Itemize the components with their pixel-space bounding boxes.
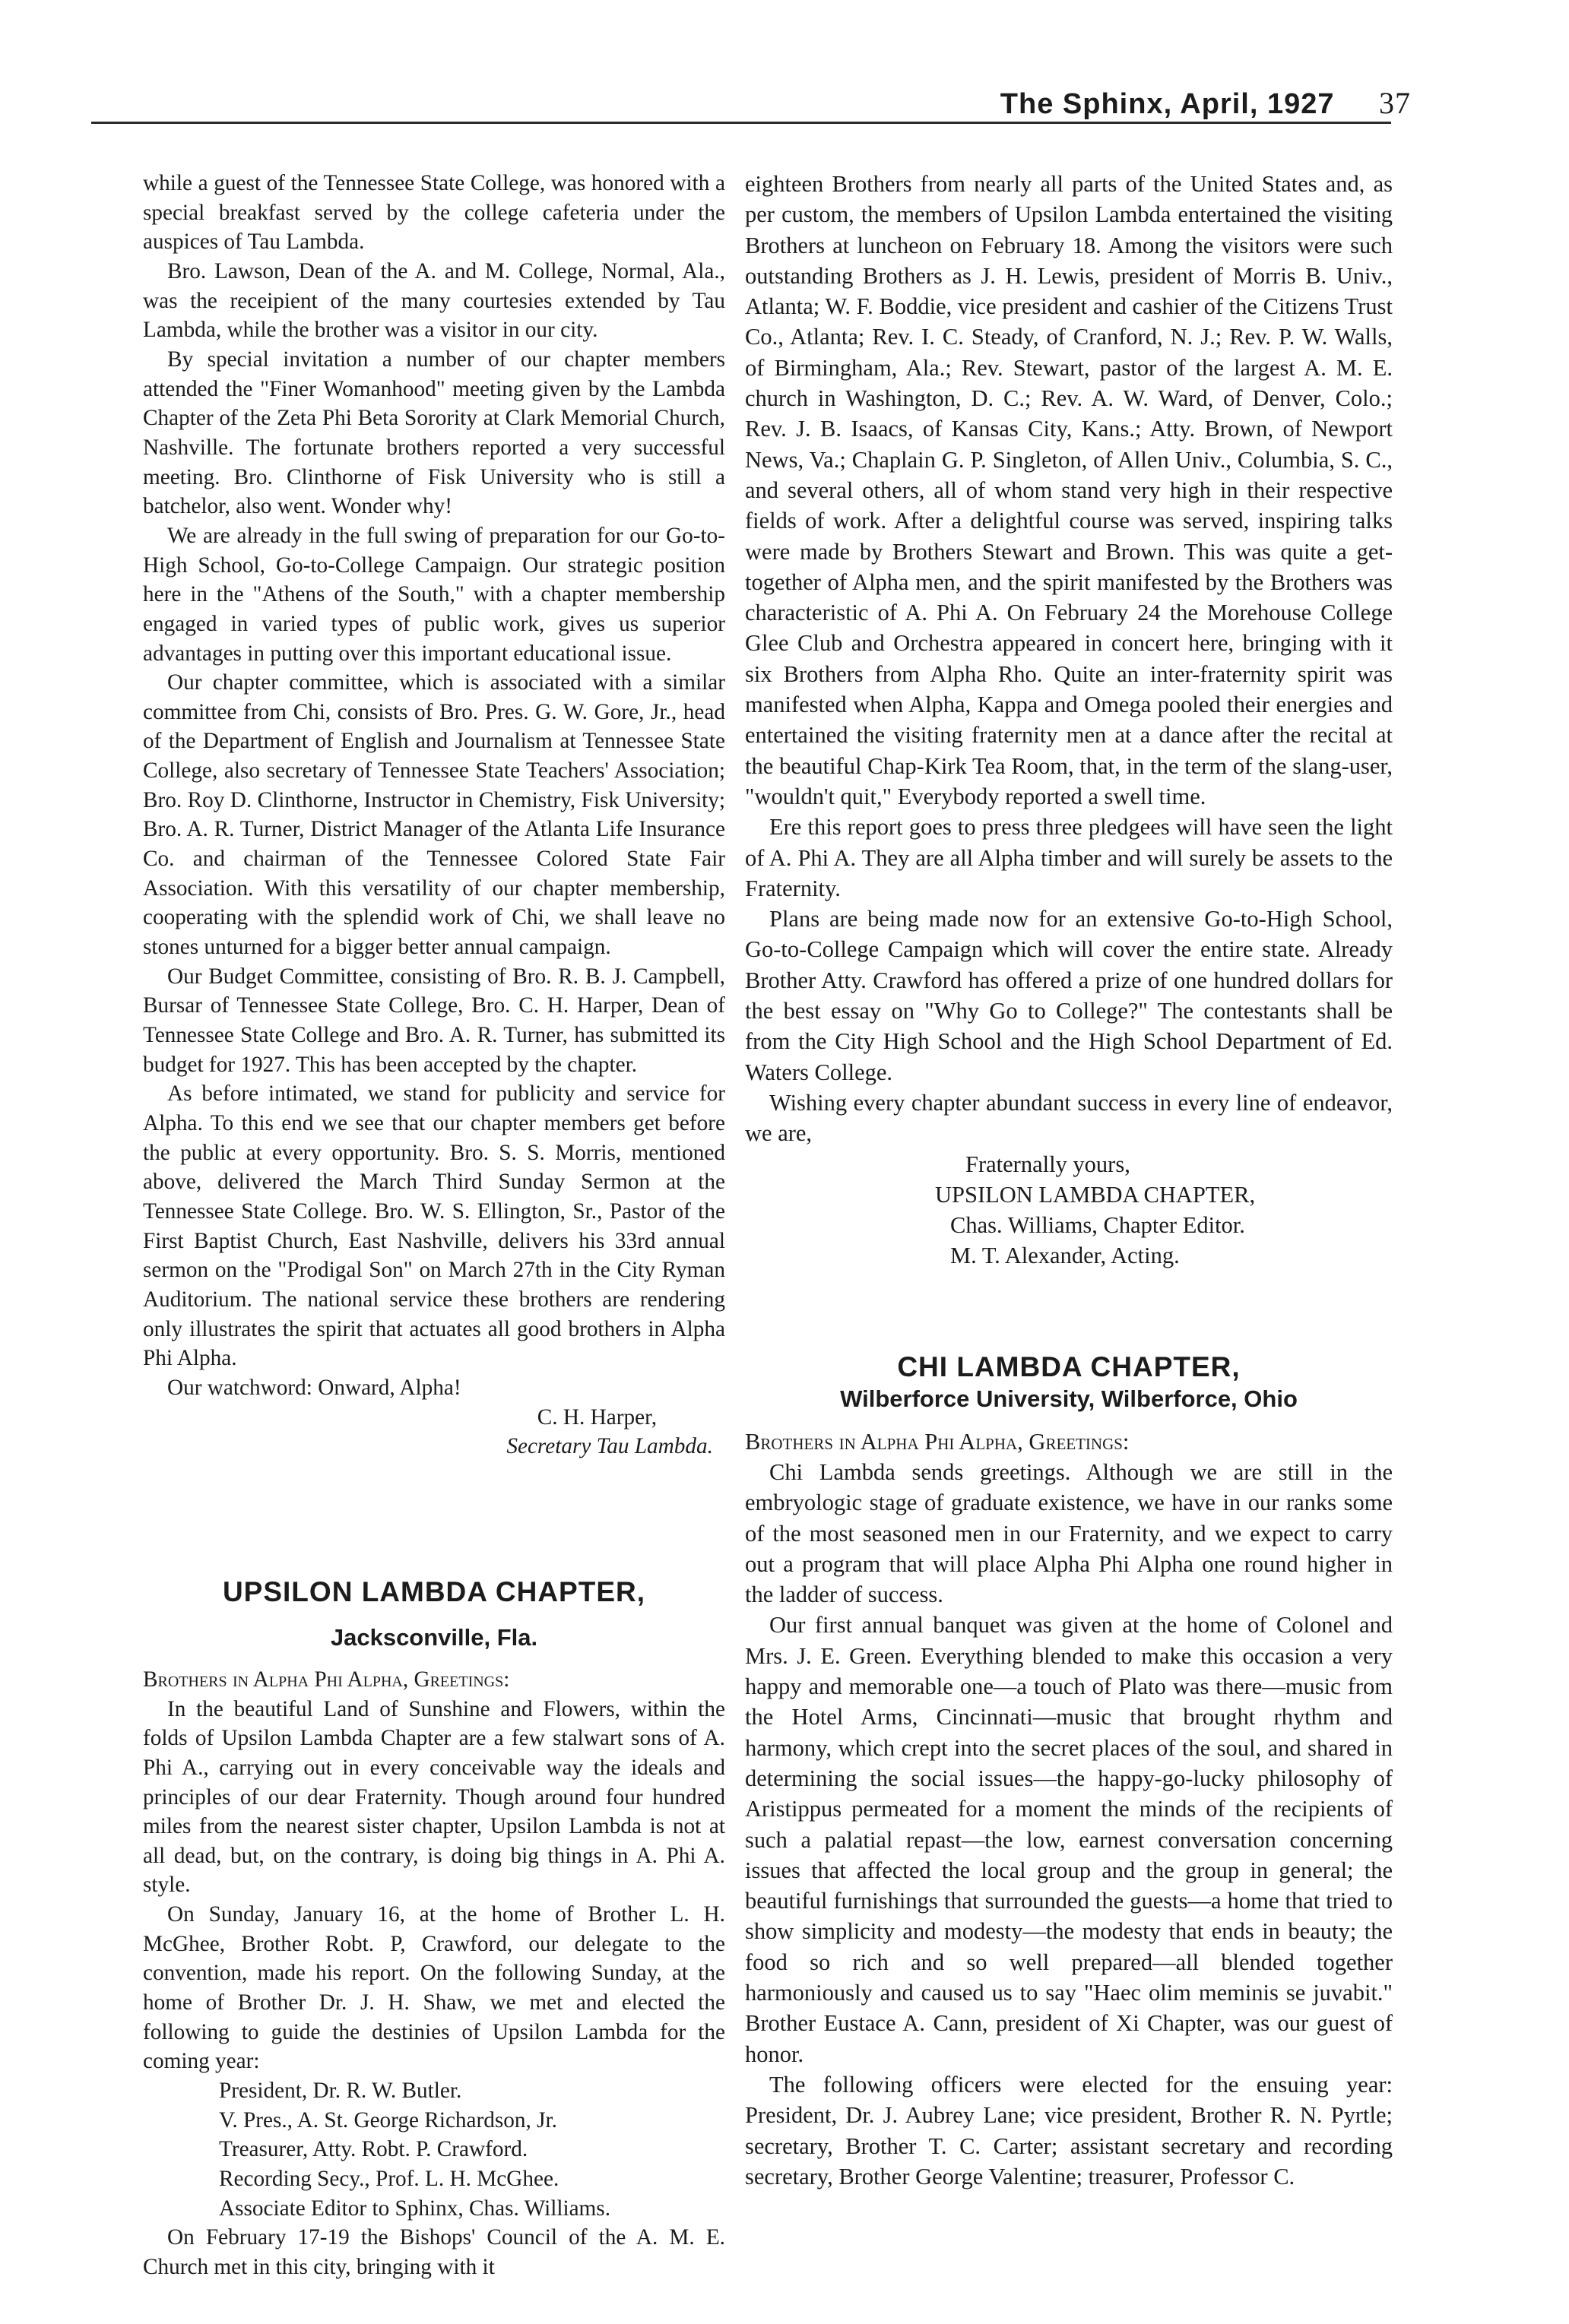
paragraph: Our first annual banquet was given at the home of Colonel and Mrs. J. E. Green. Everything blended to make this occasion a very happy and memorable one—a touch of Plato was there—music from the Hotel Arms, Cincinnati—music that brought rhythm and harmony, which crept into the secret places of the soul, and shared in determining the social issues—the happy-go-lucky philosophy of Aristippus permeated for a moment the minds of the recipients of such a palatial repast—the low, earnest conversation concerning issues that affected the local group and the group in general; the beautiful furnishings that surrounded the guests—a home that tried to show simplicity and modesty—the modesty that ends in beauty; the food so rich and so well prepared—all blended together harmoniously and caused us to say "Haec olim meminis se juvabit." Brother Eustace A. Cann, president of Xi Chapter, was our guest of honor.	[745, 1612, 1393, 2067]
page-number: 37	[1379, 86, 1411, 120]
paragraph: Bro. Lawson, Dean of the A. and M. College, Normal, Ala., was the receipient of the many courtesies extended by Tau Lambda, while the brother was a visitor in our city.	[143, 258, 725, 343]
paragraph: Our watchword: Onward, Alpha!	[167, 1375, 461, 1400]
signer-title: Secretary Tau Lambda.	[506, 1434, 713, 1459]
left-column	[143, 169, 725, 2282]
paragraph: By special invitation a number of our chapter members attended the "Finer Womanhood" meeting given by the Lambda Chapter of the Zeta Phi Beta Sorority at Clark Memorial Church, Nashville. The fortunate brothers reported a very successful meeting. Bro. Clinthorne of Fisk University who is still a batchelor, also went. Wonder why!	[143, 347, 725, 519]
officer-item: President, Dr. R. W. Butler.	[219, 2079, 462, 2104]
paragraph: As before intimated, we stand for publicity and service for Alpha. To this end we see that our chapter members get before the public at every opportunity. Bro. S. S. Morris, mentioned above, delivered the March Third Sunday Sermon at the Tennessee State College. Bro. W. S. Ellington, Sr., Pastor of the First Baptist Church, East Nashville, delivers his 33rd annual sermon on the "Prodigal Son" on March 27th in the City Ryman Auditorium. The national service these brothers are rendering only illustrates the spirit that actuates all good brothers in Alpha Phi Alpha.	[143, 1081, 725, 1371]
chapter-heading-chi: CHI LAMBDA CHAPTER,	[897, 1350, 1241, 1382]
paragraph: We are already in the full swing of preparation for our Go-to-High School, Go-to-College Campaign. Our strategic position here in the "Athens of the South," with a chapter membership engaged in varied types of public work, gives us superior advantages in putting over this important educational issue.	[143, 523, 725, 666]
signer-chapter: UPSILON LAMBDA CHAPTER,	[935, 1181, 1256, 1208]
paragraph: Wishing every chapter abundant success in every line of endeavor, we are,	[745, 1089, 1393, 1147]
officer-item: Treasurer, Atty. Robt. P. Crawford.	[219, 2137, 528, 2162]
paragraph: On February 17-19 the Bishops' Council of the A. M. E. Church met in this city, bringing with it	[143, 2225, 725, 2279]
signer-name: C. H. Harper,	[537, 1404, 657, 1430]
header-rule	[91, 122, 1391, 124]
closing-block	[745, 1149, 1393, 1271]
signer-name: Chas. Williams, Chapter Editor.	[950, 1212, 1245, 1239]
salutation: Brothers in Alpha Phi Alpha, Greetings:	[745, 1428, 1130, 1455]
paragraph: Plans are being made now for an extensive Go-to-High School, Go-to-College Campaign which will cover the entire state. Already Brother Atty. Crawford has offered a prize of one hundred dollars for the best essay on "Why Go to College?" The contestants shall be from the City High School and the High School Department of Ed. Waters College.	[745, 906, 1393, 1085]
paragraph: Our chapter committee, which is associated with a similar committee from Chi, consists of Bro. Pres. G. W. Gore, Jr., head of the Department of English and Journalism at Tennessee State College, also secretary of Tennessee State Teachers' Association; Bro. Roy D. Clinthorne, Instructor in Chemistry, Fisk University; Bro. A. R. Turner, District Manager of the Atlanta Life Insurance Co. and chairman of the Tennessee Colored State Fair Association. With this versatility of our chapter membership, cooperating with the splendid work of Chi, we shall leave no stones unturned for a bigger better annual campaign.	[143, 670, 725, 960]
paragraph: Chi Lambda sends greetings. Although we are still in the embryologic stage of graduate existence, we have in our ranks some of the most seasoned men in our Fraternity, and we expect to carry out a program that will place Alpha Phi Alpha one round higher in the ladder of success.	[745, 1458, 1393, 1608]
chapter-location-chi: Wilberforce University, Wilberforce, Ohio	[840, 1385, 1298, 1412]
valediction: Fraternally yours,	[965, 1151, 1130, 1177]
officer-item: Associate Editor to Sphinx, Chas. Williams.	[219, 2196, 611, 2221]
paragraph: Ere this report goes to press three pledgees will have seen the light of A. Phi A. They are all Alpha timber and will surely be assets to the Fraternity.	[745, 814, 1393, 901]
running-head	[1000, 85, 1411, 121]
officer-item: V. Pres., A. St. George Richardson, Jr.	[219, 2107, 557, 2132]
paragraph: On Sunday, January 16, at the home of Brother L. H. McGhee, Brother Robt. P, Crawford, our delegate to the convention, made his report. On the following Sunday, at the home of Brother Dr. J. H. Shaw, we met and elected the following to guide the destinies of Upsilon Lambda for the coming year:	[143, 1902, 725, 2074]
magazine-title: The Sphinx, April, 1927	[1000, 88, 1335, 120]
officer-item: Recording Secy., Prof. L. H. McGhee.	[219, 2167, 559, 2192]
paragraph: eighteen Brothers from nearly all parts of the United States and, as per custom, the members of Upsilon Lambda entertained the visiting Brothers at luncheon on February 18. Among the visitors were such outstanding Brothers as J. H. Lewis, president of Morris B. Univ., Atlanta; W. F. Boddie, vice president and cashier of the Citizens Trust Co., Atlanta; Rev. I. C. Steady, of Cranford, N. J.; Rev. P. W. Walls, of Birmingham, Ala.; Rev. Stewart, pastor of the largest A. M. E. church in Washington, D. C.; Rev. A. W. Ward, of Denver, Colo.; Rev. J. B. Isaacs, of Kansas City, Kans.; Atty. Brown, of Newport News, Va.; Chaplain G. P. Singleton, of Allen Univ., Columbia, S. C., and several others, all of whom stand very high in their respective fields of work. After a delightful course was served, inspiring talks were made by Brothers Stewart and Brown. This was quite a get-together of Alpha men, and the spirit manifested by the Brothers was characteristic of A. Phi A. On February 24 the Morehouse College Glee Club and Orchestra appeared in concert here, bringing with it six Brothers from Alpha Rho. Quite an inter-fraternity spirit was manifested when Alpha, Kappa and Omega pooled their energies and entertained the visiting fraternity men at a dance after the recital at the beautiful Chap-Kirk Tea Room, that, in the term of the slang-user, "wouldn't quit," Everybody reported a swell time.	[745, 171, 1393, 809]
chapter-location-upsilon: Jacksconville, Fla.	[330, 1623, 538, 1651]
paragraph: while a guest of the Tennessee State College, was honored with a special breakfast served by the college cafeteria under the auspices of Tau Lambda.	[143, 171, 725, 255]
salutation: Brothers in Alpha Phi Alpha, Greetings:	[143, 1667, 510, 1692]
chapter-heading-upsilon: UPSILON LAMBDA CHAPTER,	[222, 1575, 646, 1607]
paragraph: Our Budget Committee, consisting of Bro. R. B. J. Campbell, Bursar of Tennessee State College, Bro. C. H. Harper, Dean of Tennessee State College and Bro. A. R. Turner, has submitted its budget for 1927. This has been accepted by the chapter.	[143, 964, 725, 1077]
officer-list	[143, 2076, 725, 2223]
signer-name: M. T. Alexander, Acting.	[950, 1243, 1180, 1269]
paragraph: The following officers were elected for the ensuing year: President, Dr. J. Aubrey Lane; vice president, Brother R. N. Pyrtle; secretary, Brother T. C. Carter; assistant secretary and recording secretary, Brother George Valentine; treasurer, Professor C.	[745, 2071, 1393, 2189]
right-column	[745, 169, 1393, 2192]
paragraph: In the beautiful Land of Sunshine and Flowers, within the folds of Upsilon Lambda Chapter are a few stalwart sons of A. Phi A., carrying out in every conceivable way the ideals and principles of our dear Fraternity. Though around four hundred miles from the nearest sister chapter, Upsilon Lambda is not at all dead, but, on the contrary, is doing big things in A. Phi A. style.	[143, 1696, 725, 1898]
